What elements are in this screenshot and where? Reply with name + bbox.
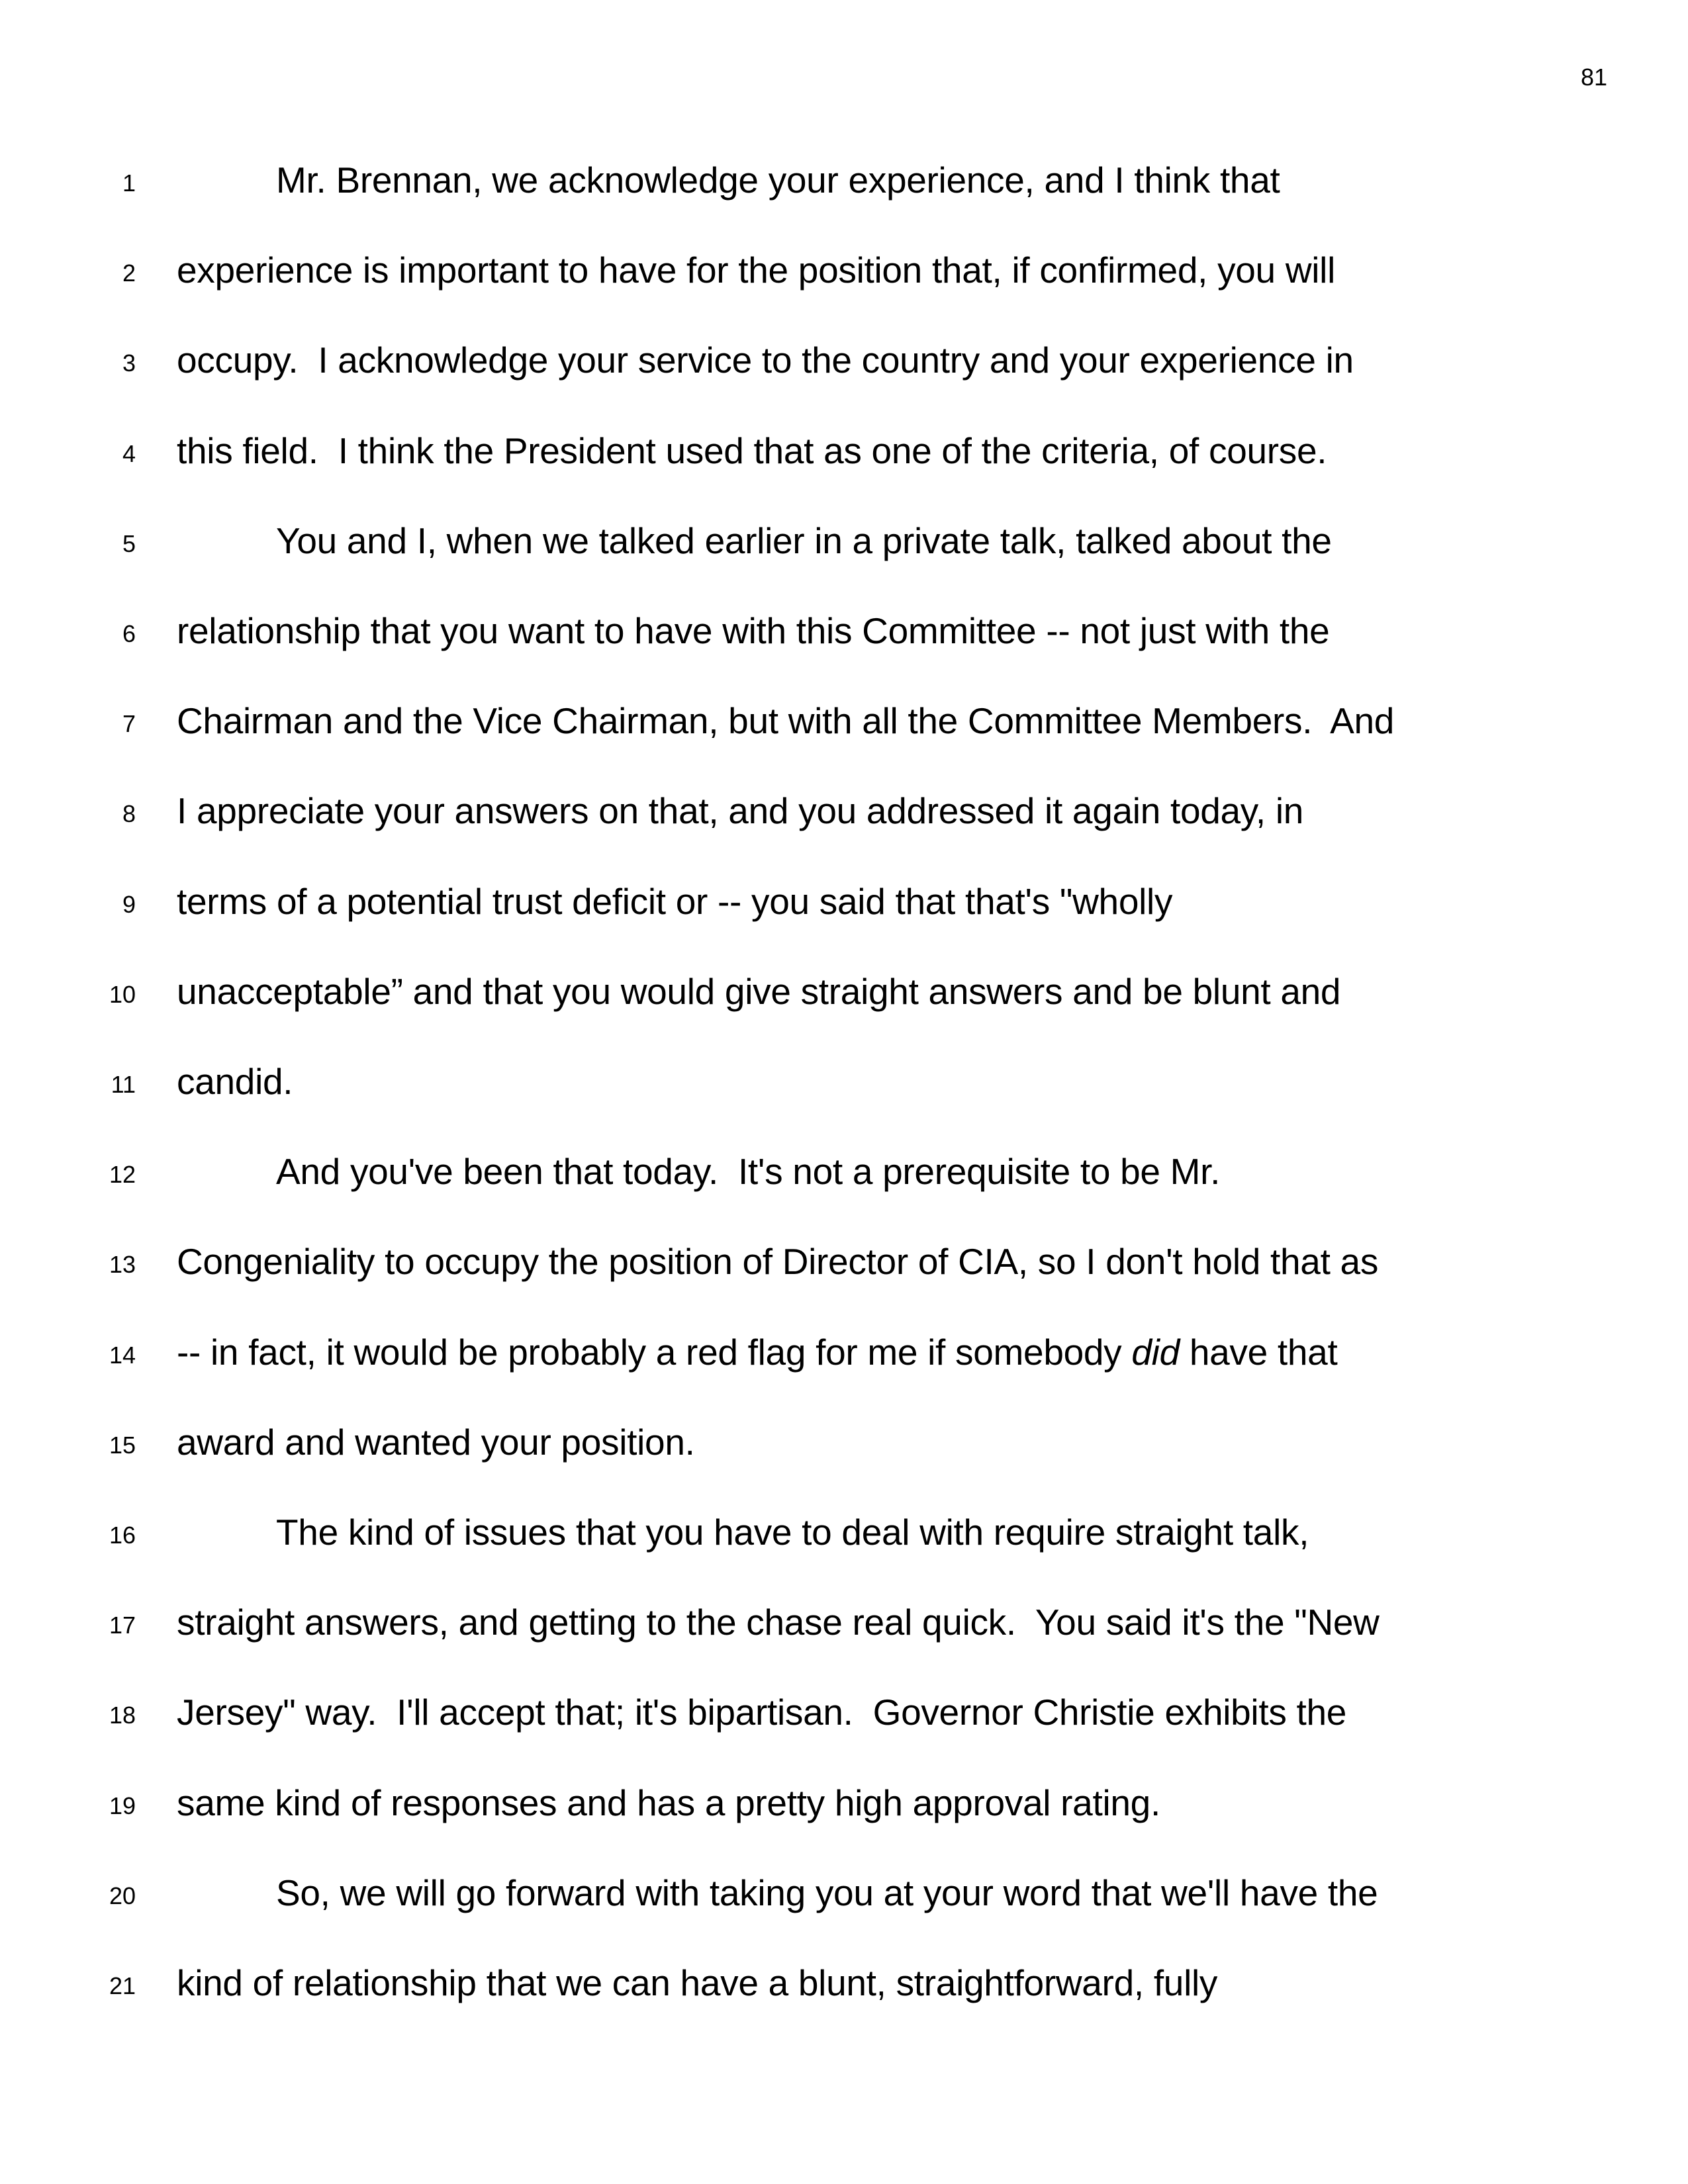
transcript-line bbox=[0, 249, 1688, 339]
transcript-line bbox=[0, 1601, 1688, 1691]
transcript-line bbox=[0, 1782, 1688, 1872]
transcript-line bbox=[0, 1511, 1688, 1601]
line-number: 15 bbox=[109, 1431, 136, 1459]
transcript-line bbox=[0, 1150, 1688, 1240]
line-text-segment: -- in fact, it would be probably a red flag for me if somebody bbox=[177, 1331, 1132, 1373]
transcript-line bbox=[0, 1060, 1688, 1150]
line-text: The kind of issues that you have to deal with require straight talk, bbox=[276, 1512, 1309, 1553]
line-text: And you've been that today. It's not a prerequisite to be Mr. bbox=[276, 1151, 1221, 1193]
line-text: So, we will go forward with taking you at your word that we'll have the bbox=[276, 1872, 1378, 1913]
transcript-line bbox=[0, 1240, 1688, 1330]
line-number: 5 bbox=[122, 529, 136, 557]
transcript-line bbox=[0, 1331, 1688, 1421]
line-text: Congeniality to occupy the position of Director of CIA, so I don't hold that as bbox=[177, 1241, 1379, 1283]
line-number: 2 bbox=[122, 259, 136, 287]
line-number: 17 bbox=[109, 1612, 136, 1639]
line-text: experience is important to have for the position that, if confirmed, you will bbox=[177, 250, 1336, 291]
line-text: unacceptable” and that you would give straight answers and be blunt and bbox=[177, 970, 1341, 1012]
line-text: award and wanted your position. bbox=[177, 1421, 695, 1463]
line-number: 3 bbox=[122, 349, 136, 377]
line-text: straight answers, and getting to the chase real quick. You said it's the "New bbox=[177, 1602, 1380, 1643]
line-text: occupy. I acknowledge your service to the country and your experience in bbox=[177, 340, 1354, 381]
transcript-line bbox=[0, 610, 1688, 700]
line-text: kind of relationship that we can have a blunt, straightforward, fully bbox=[177, 1962, 1218, 2003]
line-text: relationship that you want to have with this Committee -- not just with the bbox=[177, 610, 1330, 651]
line-number: 18 bbox=[109, 1702, 136, 1729]
transcript-line bbox=[0, 339, 1688, 429]
line-text: You and I, when we talked earlier in a private talk, talked about the bbox=[276, 520, 1332, 561]
line-number: 13 bbox=[109, 1251, 136, 1279]
transcript-line bbox=[0, 159, 1688, 249]
line-number: 19 bbox=[109, 1792, 136, 1819]
line-number: 7 bbox=[122, 710, 136, 738]
line-number: 21 bbox=[109, 1972, 136, 1999]
transcript-line bbox=[0, 1962, 1688, 2052]
line-text: same kind of responses and has a pretty high approval rating. bbox=[177, 1782, 1160, 1823]
line-number: 11 bbox=[111, 1071, 136, 1098]
transcript-line bbox=[0, 430, 1688, 520]
emphasized-word: did bbox=[1131, 1331, 1180, 1373]
transcript-line bbox=[0, 970, 1688, 1060]
line-number: 20 bbox=[109, 1882, 136, 1909]
transcript-line bbox=[0, 700, 1688, 790]
line-text: terms of a potential trust deficit or -- you said that that's "wholly bbox=[177, 880, 1173, 922]
transcript-line bbox=[0, 1691, 1688, 1781]
line-text-segment: have that bbox=[1179, 1331, 1338, 1373]
page-number: 81 bbox=[1580, 64, 1607, 91]
transcript-line bbox=[0, 1872, 1688, 1962]
line-number: 10 bbox=[109, 980, 136, 1008]
line-number: 6 bbox=[122, 620, 136, 647]
transcript-line bbox=[0, 880, 1688, 970]
line-text: I appreciate your answers on that, and you addressed it again today, in bbox=[177, 790, 1304, 832]
line-number: 14 bbox=[109, 1341, 136, 1369]
line-number: 16 bbox=[109, 1522, 136, 1549]
transcript-line bbox=[0, 790, 1688, 880]
line-text: Jersey" way. I'll accept that; it's bipartisan. Governor Christie exhibits the bbox=[177, 1692, 1347, 1733]
transcript-line bbox=[0, 520, 1688, 610]
line-number: 8 bbox=[122, 800, 136, 828]
line-text: Mr. Brennan, we acknowledge your experience, and I think that bbox=[276, 159, 1280, 201]
line-text bbox=[177, 1331, 1337, 1373]
line-number: 1 bbox=[122, 169, 136, 197]
transcript-line bbox=[0, 1421, 1688, 1511]
line-text: this field. I think the President used that as one of the criteria, of course. bbox=[177, 430, 1327, 471]
line-text: Chairman and the Vice Chairman, but with all the Committee Members. And bbox=[177, 700, 1395, 742]
line-text: candid. bbox=[177, 1061, 293, 1102]
line-number: 9 bbox=[122, 890, 136, 918]
line-number: 4 bbox=[122, 439, 136, 467]
line-number: 12 bbox=[109, 1161, 136, 1189]
